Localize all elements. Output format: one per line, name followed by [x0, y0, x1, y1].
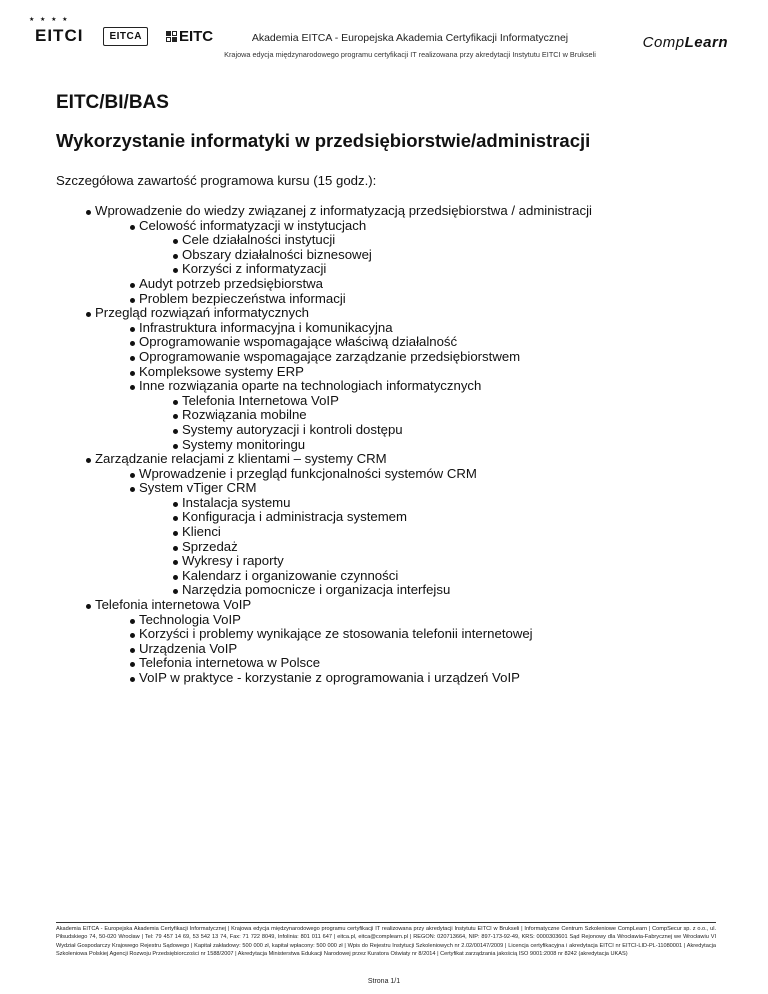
outline-item-text: Wprowadzenie i przegląd funkcjonalności systemów CRM — [56, 467, 716, 482]
outline-item-text: Systemy autoryzacji i kontroli dostępu — [56, 423, 716, 438]
outline-item-text: Instalacja systemu — [56, 496, 716, 511]
stars-icon: ★ ★ ★ ★ — [29, 17, 70, 23]
eitc-logo-text: EITC — [178, 27, 214, 45]
outline-item-text: Inne rozwiązania oparte na technologiach informatycznych — [56, 379, 716, 394]
outline-item-level-3 — [56, 525, 716, 540]
complearn-logo — [643, 34, 728, 51]
outline-item-text: Wykresy i raporty — [56, 554, 716, 569]
outline-item-text: Rozwiązania mobilne — [56, 408, 716, 423]
eitci-logo — [29, 17, 85, 50]
outline-item-text: Sprzedaż — [56, 540, 716, 555]
outline-item-text: Infrastruktura informacyjna i komunikacyjna — [56, 321, 716, 336]
outline-item-text: Telefonia internetowa VoIP — [56, 598, 716, 613]
page-footer — [56, 922, 716, 958]
outline-item-level-2 — [56, 219, 716, 234]
outline-item-level-2 — [56, 335, 716, 350]
outline-item-level-2 — [56, 277, 716, 292]
outline-item-level-2 — [56, 321, 716, 336]
outline-item-level-2 — [56, 467, 716, 482]
outline-item-level-1 — [56, 306, 716, 321]
outline-item-level-3 — [56, 554, 716, 569]
outline-item-level-3 — [56, 510, 716, 525]
eitca-logo-text: EITCA — [109, 30, 142, 42]
outline-item-text: Narzędzia pomocnicze i organizacja interfejsu — [56, 583, 716, 598]
course-code: EITC/BI/BAS — [56, 92, 169, 113]
outline-item-text: Oprogramowanie wspomagające właściwą działalność — [56, 335, 716, 350]
outline-item-text: System vTiger CRM — [56, 481, 716, 496]
outline-item-level-2 — [56, 642, 716, 657]
outline-item-level-2 — [56, 656, 716, 671]
outline-item-level-2 — [56, 365, 716, 380]
outline-item-text: Korzyści i problemy wynikające ze stosowania telefonii internetowej — [56, 627, 716, 642]
outline-item-level-3 — [56, 438, 716, 453]
outline-item-level-3 — [56, 394, 716, 409]
outline-item-level-3 — [56, 569, 716, 584]
outline-item-text: Audyt potrzeb przedsiębiorstwa — [56, 277, 716, 292]
outline-item-text: Korzyści z informatyzacji — [56, 262, 716, 277]
outline-item-text: Telefonia Internetowa VoIP — [56, 394, 716, 409]
header-title: Akademia EITCA - Europejska Akademia Certyfikacji Informatycznej — [251, 32, 569, 44]
page-header — [0, 0, 768, 80]
outline-item-level-3 — [56, 540, 716, 555]
outline-item-level-3 — [56, 233, 716, 248]
complearn-logo-left: Comp — [642, 34, 685, 51]
outline-item-text: Zarządzanie relacjami z klientami – systemy CRM — [56, 452, 716, 467]
outline-item-level-2 — [56, 671, 716, 686]
outline-item-text: Kalendarz i organizowanie czynności — [56, 569, 716, 584]
outline-item-text: Problem bezpieczeństwa informacji — [56, 292, 716, 307]
eitca-logo — [103, 27, 148, 46]
outline-item-text: Systemy monitoringu — [56, 438, 716, 453]
outline-item-text: Obszary działalności biznesowej — [56, 248, 716, 263]
outline-item-level-3 — [56, 583, 716, 598]
outline-item-level-3 — [56, 423, 716, 438]
outline-item-level-3 — [56, 496, 716, 511]
outline-item-level-2 — [56, 613, 716, 628]
outline-item-text: VoIP w praktyce - korzystanie z oprogramowania i urządzeń VoIP — [56, 671, 716, 686]
outline-item-level-1 — [56, 452, 716, 467]
outline-item-text: Urządzenia VoIP — [56, 642, 716, 657]
outline-item-text: Technologia VoIP — [56, 613, 716, 628]
eitci-logo-text: EITCI — [35, 26, 84, 45]
outline-item-text: Wprowadzenie do wiedzy związanej z informatyzacją przedsiębiorstwa / administracji — [56, 204, 716, 219]
outline-item-text: Przegląd rozwiązań informatycznych — [56, 306, 716, 321]
outline-item-level-2 — [56, 292, 716, 307]
outline-item-level-1 — [56, 204, 716, 219]
outline-item-level-1 — [56, 598, 716, 613]
outline-item-text: Celowość informatyzacji w instytucjach — [56, 219, 716, 234]
footer-text: Akademia EITCA - Europejska Akademia Certyfikacji Informatycznej | Krajowa edycja międzynarodowego programu certyfikacji IT realizowana przy akredytacji Instytutu EITCI w Brukseli | Informatyczne Centrum Szkoleniowe CompLearn | CompSecur sp. z o.o., ul. Piłsudskiego 74, 50-020 Wrocław | Tel: 79 457 14 69, 53 542 13 74, Fax: 71 722 8049, Infolinia: 801 011 647 | eitca.pl, eitca@complearn.pl | REGON: 020713664, NIP: 897-173-92-49, KRS: 0000303601 Sąd Rejonowy dla Wrocławia-Fabrycznej we Wrocławiu VI Wydział Gospodarczy Krajowego Rejestru Sądowego | Kapitał zakładowy: 500 000 zł, kapitał wpłacony: 500 000 zł | Wpis do Rejestru Instytucji Szkoleniowych nr 2.02/00147/2009 | Licencja certyfikacyjna i akredytacja EITCI nr EITCI-LID-PL-11080001 | Akredytacja Szkoleniowa Polskiej Agencji Rozwoju Przedsiębiorczości nr 1588/2007 | Akredytacja Ministerstwa Edukacji Narodowej przez Kuratora Oświaty nr 8/2014 | Certyfikat zarządzania jakością ISO 9001:2008 nr 8242 (akredytacja UKAS) — [56, 926, 716, 957]
header-subtitle: Krajowa edycja międzynarodowego programu certyfikacji IT realizowana przy akredytacji Instytutu EITCI w Brukseli — [224, 50, 596, 59]
outline-item-level-2 — [56, 481, 716, 496]
outline-item-text: Klienci — [56, 525, 716, 540]
course-title: Wykorzystanie informatyki w przedsiębiorstwie/administracji — [56, 130, 591, 151]
squares-icon — [166, 31, 177, 42]
page-number: Strona 1/1 — [367, 978, 401, 985]
outline-item-text: Cele działalności instytucji — [56, 233, 716, 248]
outline-item-level-2 — [56, 350, 716, 365]
outline-item-text: Kompleksowe systemy ERP — [56, 365, 716, 380]
outline-item-level-3 — [56, 248, 716, 263]
outline-item-text: Telefonia internetowa w Polsce — [56, 656, 716, 671]
document-body — [56, 92, 716, 686]
complearn-logo-right: Learn — [684, 34, 728, 51]
outline-item-level-3 — [56, 408, 716, 423]
outline-item-level-2 — [56, 379, 716, 394]
outline-item-text: Oprogramowanie wspomagające zarządzanie przedsiębiorstwem — [56, 350, 716, 365]
outline-item-level-3 — [56, 262, 716, 277]
course-outline — [56, 204, 716, 686]
outline-item-text: Konfiguracja i administracja systemem — [56, 510, 716, 525]
header-text — [200, 32, 620, 59]
course-intro: Szczegółowa zawartość programowa kursu (15 godz.): — [56, 173, 377, 188]
outline-item-level-2 — [56, 627, 716, 642]
